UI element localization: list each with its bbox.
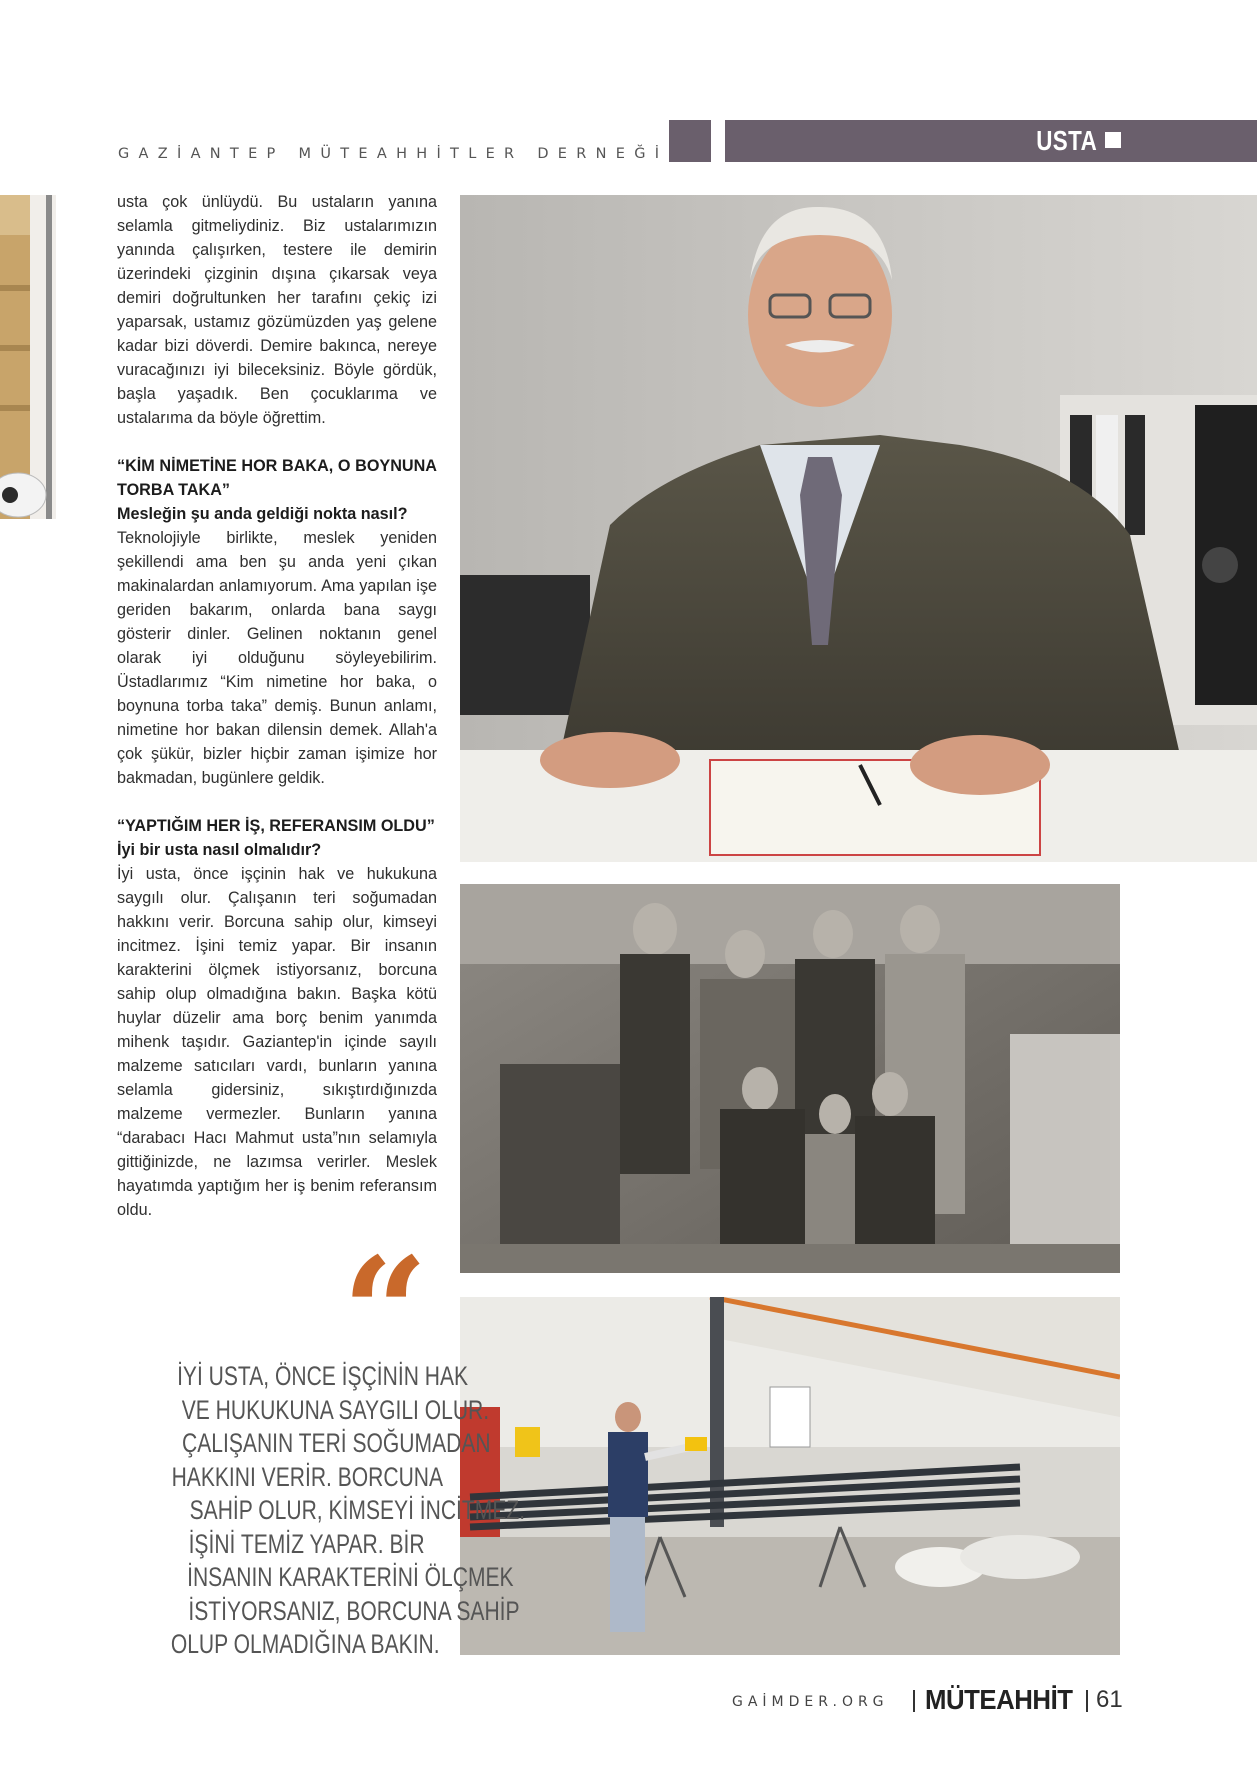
- archive-group-photo: [460, 884, 1120, 1273]
- organization-title: GAZİANTEP MÜTEAHHİTLER DERNEĞİ: [118, 146, 669, 162]
- pull-quote-line: İNSANIN KARAKTERİNİ ÖLÇMEK: [187, 1562, 514, 1592]
- pull-quote-line: ÇALIŞANIN TERİ SOĞUMADAN: [182, 1428, 491, 1458]
- page-number: 61: [1096, 1686, 1123, 1713]
- header-bar: [725, 120, 1257, 162]
- footer-divider: [1086, 1690, 1088, 1712]
- pull-quote-line: HAKKINI VERİR. BORCUNA: [171, 1461, 444, 1492]
- pull-quote-line: OLUP OLMADIĞINA BAKIN.: [170, 1629, 440, 1659]
- subheading: “YAPTIĞIM HER İŞ, REFERANSIM OLDU”: [117, 817, 435, 835]
- section-label: USTA: [1036, 125, 1097, 156]
- footer-magazine-logo: MÜTEAHHİT: [925, 1684, 1073, 1715]
- interview-question: İyi bir usta nasıl olmalıdır?: [117, 841, 322, 859]
- previous-page-photo-sliver: [0, 195, 56, 519]
- pull-quote-line: VE HUKUKUNA SAYGILI OLUR.: [181, 1394, 490, 1425]
- pull-quote-line: SAHİP OLUR, KİMSEYİ İNCİTMEZ.: [189, 1495, 526, 1525]
- pull-quote-line: İYİ USTA, ÖNCE İŞÇİNİN HAK: [177, 1361, 469, 1391]
- footer-divider: [913, 1690, 915, 1712]
- portrait-photo: [460, 195, 1257, 862]
- paragraph: usta çok ünlüydü. Bu ustaların yanına selamla gitmeliydiniz. Biz ustalarımızın yanında çalışırken, testere ile demirin üzerindeki çizginin dışına çıkarsak veya demiri doğrultunken her tarafını çekiç izi yaparsak, ustamız gözümüzden yaş gelene kadar bizi döverdi. Demire bakınca, nereye vuracağınızı iyi bileceksiniz. Böyle gördük, başla yaşadık. Ben çocuklarıma ve ustalarıma da böyle öğrettim.: [117, 193, 437, 427]
- pull-quote-line: İSTİYORSANIZ, BORCUNA SAHİP: [188, 1595, 520, 1626]
- footer-website: GAİMDER.ORG: [732, 1694, 889, 1710]
- section-square-icon: [1105, 132, 1121, 148]
- subheading: “KİM NİMETİNE HOR BAKA, O BOYNUNA TORBA TAKA”: [117, 457, 437, 499]
- workshop-photo: [460, 1297, 1120, 1655]
- pull-quote: [95, 1360, 526, 1662]
- paragraph: Teknolojiyle birlikte, meslek yeniden şekillendi ama ben şu anda yeni çıkan makinalardan anlamıyorum. Ama yapılan işe geriden bakarım, onlarda bana saygı gösterir dinler. Gelinen noktanın genel olarak iyi olduğunu söyleyebilirim. Üstadlarımız “Kim nimetine hor baka, o boynuna torba taka” demiş. Bunun anlamı, nimetine hor bakan dilensin demek. Allah'a çok şükür, bizler hiçbir zaman işimize hor bakmadan, bugünlere geldik.: [117, 529, 437, 787]
- header-bar-small: [669, 120, 711, 162]
- article-text-column: [117, 190, 437, 1222]
- quote-mark-icon: “: [342, 1225, 429, 1401]
- interview-question: Mesleğin şu anda geldiği nokta nasıl?: [117, 505, 408, 523]
- paragraph: İyi usta, önce işçinin hak ve hukukuna saygılı olur. Çalışanın teri soğumadan hakkını verir. Borcuna sahip olur, kimseyi incitmez. İşini temiz yapar. Bir insanın karakterini ölçmek istiyorsanız, borcuna sahip olup olmadığına bakın. Başka kötü huylar düzelir ama borç benim yanımda mihenk taşıdır. Gaziantep'in içinde sayılı malzeme satıcıları vardı, bunların yanına selamla gidersiniz, sıkıştırdığınızda malzeme vermezler. Bunların yanına “darabacı Hacı Mahmut usta”nın selamıyla gittiğinizde, ne lazımsa verirler. Meslek hayatımda yaptığım her iş benim referansım oldu.: [117, 865, 437, 1219]
- pull-quote-line: İŞİNİ TEMİZ YAPAR. BİR: [188, 1528, 425, 1559]
